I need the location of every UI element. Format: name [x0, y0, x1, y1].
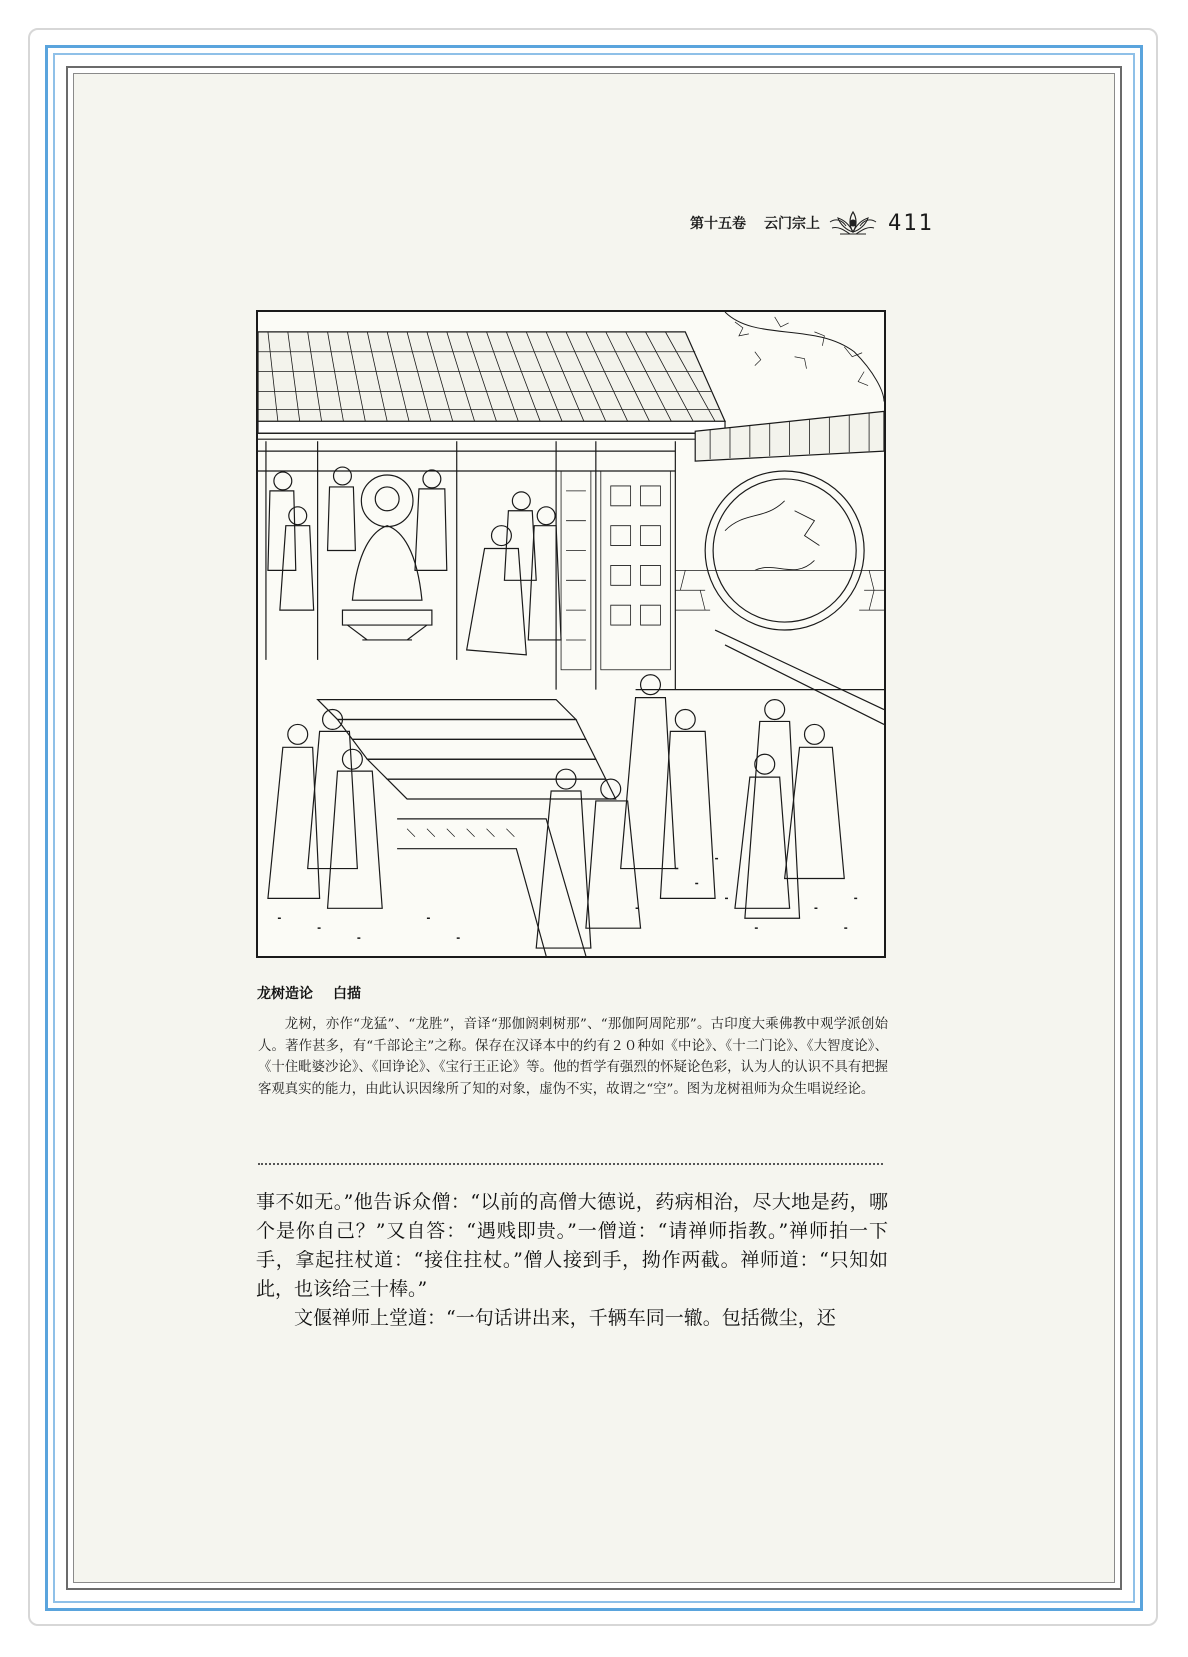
- section-label: 云门宗上: [764, 216, 820, 232]
- lotus-ornament-icon: [828, 208, 878, 238]
- main-paragraph-1: 事不如无。”他告诉众僧：“以前的高僧大德说，药病相治，尽大地是药，哪个是你自己？”又自答：“遇贱即贵。”一僧道：“请禅师指教。”禅师拍一下手，拿起拄杖道：“接住拄杖。”僧人接到手，拗作两截。禅师道：“只知如此，也该给三十棒。”: [256, 1191, 888, 1300]
- page-number: 411: [888, 210, 934, 236]
- caption-body: 龙树，亦作“龙猛”、“龙胜”，音译“那伽阏剌树那”、“那伽阿周陀那”。古印度大乘佛教中观学派创始人。著作甚多，有“千部论主”之称。保存在汉译本中的约有２０种如《中论》、《十二门论》、《大智度论》、《十住毗婆沙论》、《回诤论》、《宝行王正论》等。他的哲学有强烈的怀疑论色彩，认为人的认识不具有把握客观真实的能力，由此认识因缘所了知的对象，虚伪不实，故谓之“空”。图为龙树祖师为众生唱说经论。: [258, 1017, 888, 1097]
- caption-style: 白描: [333, 986, 361, 1002]
- main-paragraph-2: 文偃禅师上堂道：“一句话讲出来，千辆车同一辙。包括微尘，还: [294, 1307, 836, 1329]
- chapter-label: 第十五卷: [690, 216, 746, 232]
- illustration: [256, 310, 886, 958]
- woodblock-illustration-icon: [258, 312, 884, 956]
- dotted-divider: [258, 1163, 883, 1165]
- main-text: [256, 1188, 888, 1333]
- caption-title-text: 龙树造论: [257, 986, 313, 1002]
- caption-title: [257, 983, 381, 1003]
- running-head: [690, 208, 934, 238]
